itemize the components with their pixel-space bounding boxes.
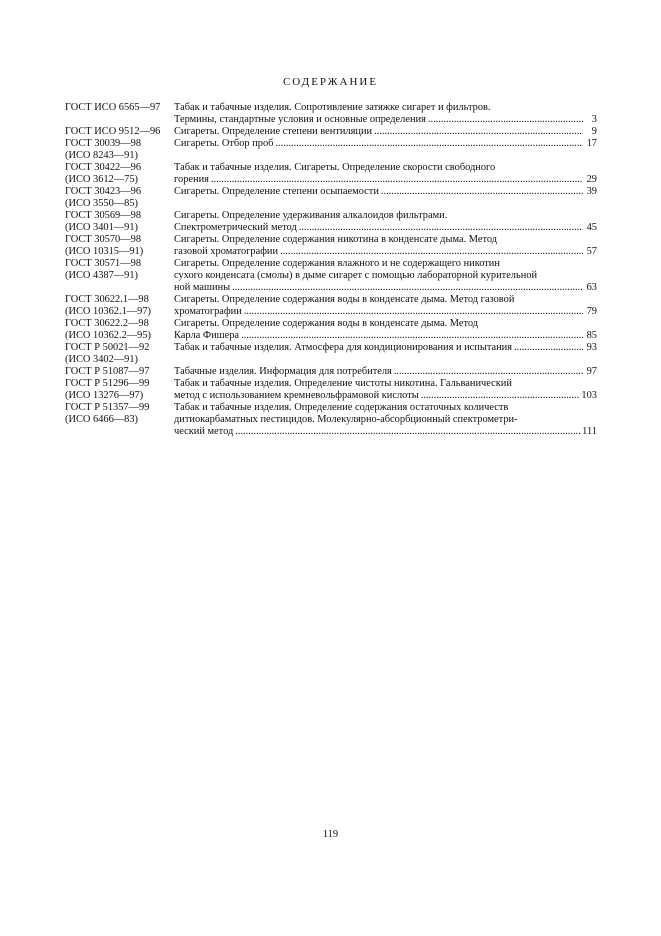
standard-code <box>65 138 174 162</box>
toc-entry <box>65 234 597 258</box>
entry-title-line: Сигареты. Определение содержания никотина в конденсате дыма. Метод <box>174 234 498 245</box>
standard-code <box>65 126 174 138</box>
entry-title-line: Карла Фишера <box>174 330 240 341</box>
entry-title-line: Термины, стандартные условия и основные определения <box>174 114 426 125</box>
iso-equivalent: (ИСО 3612—75) <box>65 174 139 185</box>
dot-leader <box>244 306 583 318</box>
dot-leader <box>428 114 583 126</box>
entry-title-line: горения <box>174 174 209 185</box>
entry-title <box>174 366 597 378</box>
dot-leader <box>394 366 583 378</box>
entry-page-number: 63 <box>586 282 597 293</box>
entry-title-line: Спектрометрический метод <box>174 222 297 233</box>
page-title: СОДЕРЖАНИЕ <box>282 76 379 88</box>
entry-title-last-line <box>174 330 597 342</box>
dot-leader <box>299 222 583 234</box>
entry-title-line: ной машины <box>174 282 231 293</box>
entry-title-line: Табачные изделия. Информация для потребителя <box>174 366 392 377</box>
dot-leader <box>235 426 580 438</box>
entry-page-number: 57 <box>586 246 597 257</box>
entry-title-last-line <box>174 426 597 438</box>
toc-entry <box>65 402 597 438</box>
toc-entry <box>65 162 597 186</box>
toc-entry <box>65 366 597 378</box>
standard-number: ГОСТ Р 51296—99 <box>65 378 150 389</box>
toc-entry <box>65 258 597 294</box>
entry-title-line: сухого конденсата (смолы) в дыме сигарет с помощью лабораторной курительной <box>174 270 538 281</box>
standard-number: ГОСТ ИСО 6565—97 <box>65 102 161 113</box>
toc-entry <box>65 126 597 138</box>
entry-title-line: Сигареты. Определение удерживания алкалоидов фильтрами. <box>174 210 448 221</box>
standard-number: ГОСТ 30571—98 <box>65 258 142 269</box>
standard-code <box>65 294 174 318</box>
toc-entry <box>65 342 597 366</box>
entry-page-number: 9 <box>591 126 597 137</box>
standard-number: ГОСТ 30622.1—98 <box>65 294 149 305</box>
toc-entry <box>65 210 597 234</box>
entry-page-number: 17 <box>586 138 597 149</box>
entry-title <box>174 402 597 438</box>
iso-equivalent: (ИСО 3402—91) <box>65 354 139 365</box>
toc-entry <box>65 138 597 162</box>
entry-page-number: 39 <box>586 186 597 197</box>
entry-title-last-line <box>174 282 597 294</box>
entry-title-line: газовой хроматографии <box>174 246 279 257</box>
standard-code <box>65 102 174 114</box>
iso-equivalent: (ИСО 8243—91) <box>65 150 139 161</box>
toc-entry <box>65 186 597 210</box>
entry-page-number: 85 <box>586 330 597 341</box>
entry-title-line: ческий метод <box>174 426 234 437</box>
entry-title-line: хроматографии <box>174 306 242 317</box>
toc-entry <box>65 102 597 126</box>
entry-title-line: Табак и табачные изделия. Атмосфера для кондиционирования и испытания <box>174 342 513 353</box>
iso-equivalent: (ИСО 10362.2—95) <box>65 330 152 341</box>
iso-equivalent: (ИСО 3550—85) <box>65 198 139 209</box>
standard-number: ГОСТ 30039—98 <box>65 138 142 149</box>
dot-leader <box>211 174 583 186</box>
dot-leader <box>241 330 583 342</box>
entry-title <box>174 138 597 150</box>
standard-code <box>65 318 174 342</box>
standard-number: ГОСТ Р 50021—92 <box>65 342 150 353</box>
iso-equivalent: (ИСО 6466—83) <box>65 414 139 425</box>
standard-number: ГОСТ 30422—96 <box>65 162 142 173</box>
standard-code <box>65 210 174 234</box>
entry-title-last-line <box>174 186 597 198</box>
standard-code <box>65 378 174 402</box>
dot-leader <box>421 390 580 402</box>
dot-leader <box>381 186 583 198</box>
entry-title-line: Сигареты. Определение содержания воды в конденсате дыма. Метод газовой <box>174 294 515 305</box>
entry-title-line: Сигареты. Определение содержания воды в конденсате дыма. Метод <box>174 318 479 329</box>
entry-title-line: Табак и табачные изделия. Сигареты. Определение скорости свободного <box>174 162 496 173</box>
iso-equivalent: (ИСО 13276—97) <box>65 390 144 401</box>
dot-leader <box>514 342 583 354</box>
dot-leader <box>280 246 583 258</box>
entry-title-last-line <box>174 306 597 318</box>
standard-code <box>65 366 174 378</box>
standard-number: ГОСТ 30570—98 <box>65 234 142 245</box>
entry-title-line: метод с использованием кремневольфрамовой кислоты <box>174 390 419 401</box>
entry-page-number: 45 <box>586 222 597 233</box>
entry-title-last-line <box>174 126 597 138</box>
standard-number: ГОСТ 30569—98 <box>65 210 142 221</box>
entry-title-last-line <box>174 114 597 126</box>
entry-page-number: 103 <box>581 390 597 401</box>
entry-page-number: 79 <box>586 306 597 317</box>
standard-number: ГОСТ 30423—96 <box>65 186 142 197</box>
entry-title-line: Сигареты. Определение степени осыпаемости <box>174 186 379 197</box>
entry-title <box>174 294 597 318</box>
entry-title-line: Сигареты. Определение содержания влажного и не содержащего никотин <box>174 258 500 269</box>
entry-title <box>174 102 597 126</box>
toc-entry <box>65 318 597 342</box>
entry-title <box>174 126 597 138</box>
entry-title <box>174 210 597 234</box>
dot-leader <box>232 282 583 294</box>
entry-title-last-line <box>174 246 597 258</box>
entry-page-number: 97 <box>586 366 597 377</box>
entry-page-number: 111 <box>582 426 597 437</box>
entry-title-line: Сигареты. Определение степени вентиляции <box>174 126 373 137</box>
entry-title-line: Сигареты. Отбор проб <box>174 138 274 149</box>
standard-code <box>65 258 174 282</box>
entry-title <box>174 162 597 186</box>
entry-title <box>174 378 597 402</box>
iso-equivalent: (ИСО 4387—91) <box>65 270 139 281</box>
standard-code <box>65 186 174 210</box>
entry-page-number: 29 <box>586 174 597 185</box>
entry-title-line: Табак и табачные изделия. Определение содержания остаточных количеств <box>174 402 509 413</box>
standard-number: ГОСТ Р 51087—97 <box>65 366 150 377</box>
entry-title <box>174 186 597 198</box>
standard-number: ГОСТ Р 51357—99 <box>65 402 150 413</box>
entry-title-last-line <box>174 222 597 234</box>
entry-page-number: 93 <box>586 342 597 353</box>
entry-title-last-line <box>174 366 597 378</box>
entry-title-last-line <box>174 342 597 354</box>
entry-title-line: Табак и табачные изделия. Сопротивление затяжке сигарет и фильтров. <box>174 102 491 113</box>
entry-title <box>174 318 597 342</box>
entry-title <box>174 342 597 354</box>
table-of-contents <box>65 102 597 438</box>
entry-title-line: Табак и табачные изделия. Определение чистоты никотина. Гальванический <box>174 378 512 389</box>
toc-entry <box>65 378 597 402</box>
entry-title-line: дитиокарбаматных пестицидов. Молекулярно-абсорбционный спектрометри- <box>174 414 518 425</box>
entry-page-number: 3 <box>591 114 597 125</box>
toc-entry <box>65 294 597 318</box>
entry-title-last-line <box>174 174 597 186</box>
entry-title <box>174 258 597 294</box>
standard-code <box>65 402 174 426</box>
entry-title-last-line <box>174 138 597 150</box>
standard-code <box>65 162 174 186</box>
standard-code <box>65 234 174 258</box>
page-number: 119 <box>322 829 339 840</box>
entry-title <box>174 234 597 258</box>
iso-equivalent: (ИСО 10315—91) <box>65 246 144 257</box>
dot-leader <box>275 138 583 150</box>
standard-code <box>65 342 174 366</box>
iso-equivalent: (ИСО 10362.1—97) <box>65 306 152 317</box>
standard-number: ГОСТ 30622.2—98 <box>65 318 149 329</box>
iso-equivalent: (ИСО 3401—91) <box>65 222 139 233</box>
entry-title-last-line <box>174 390 597 402</box>
standard-number: ГОСТ ИСО 9512—96 <box>65 126 161 137</box>
dot-leader <box>374 126 583 138</box>
